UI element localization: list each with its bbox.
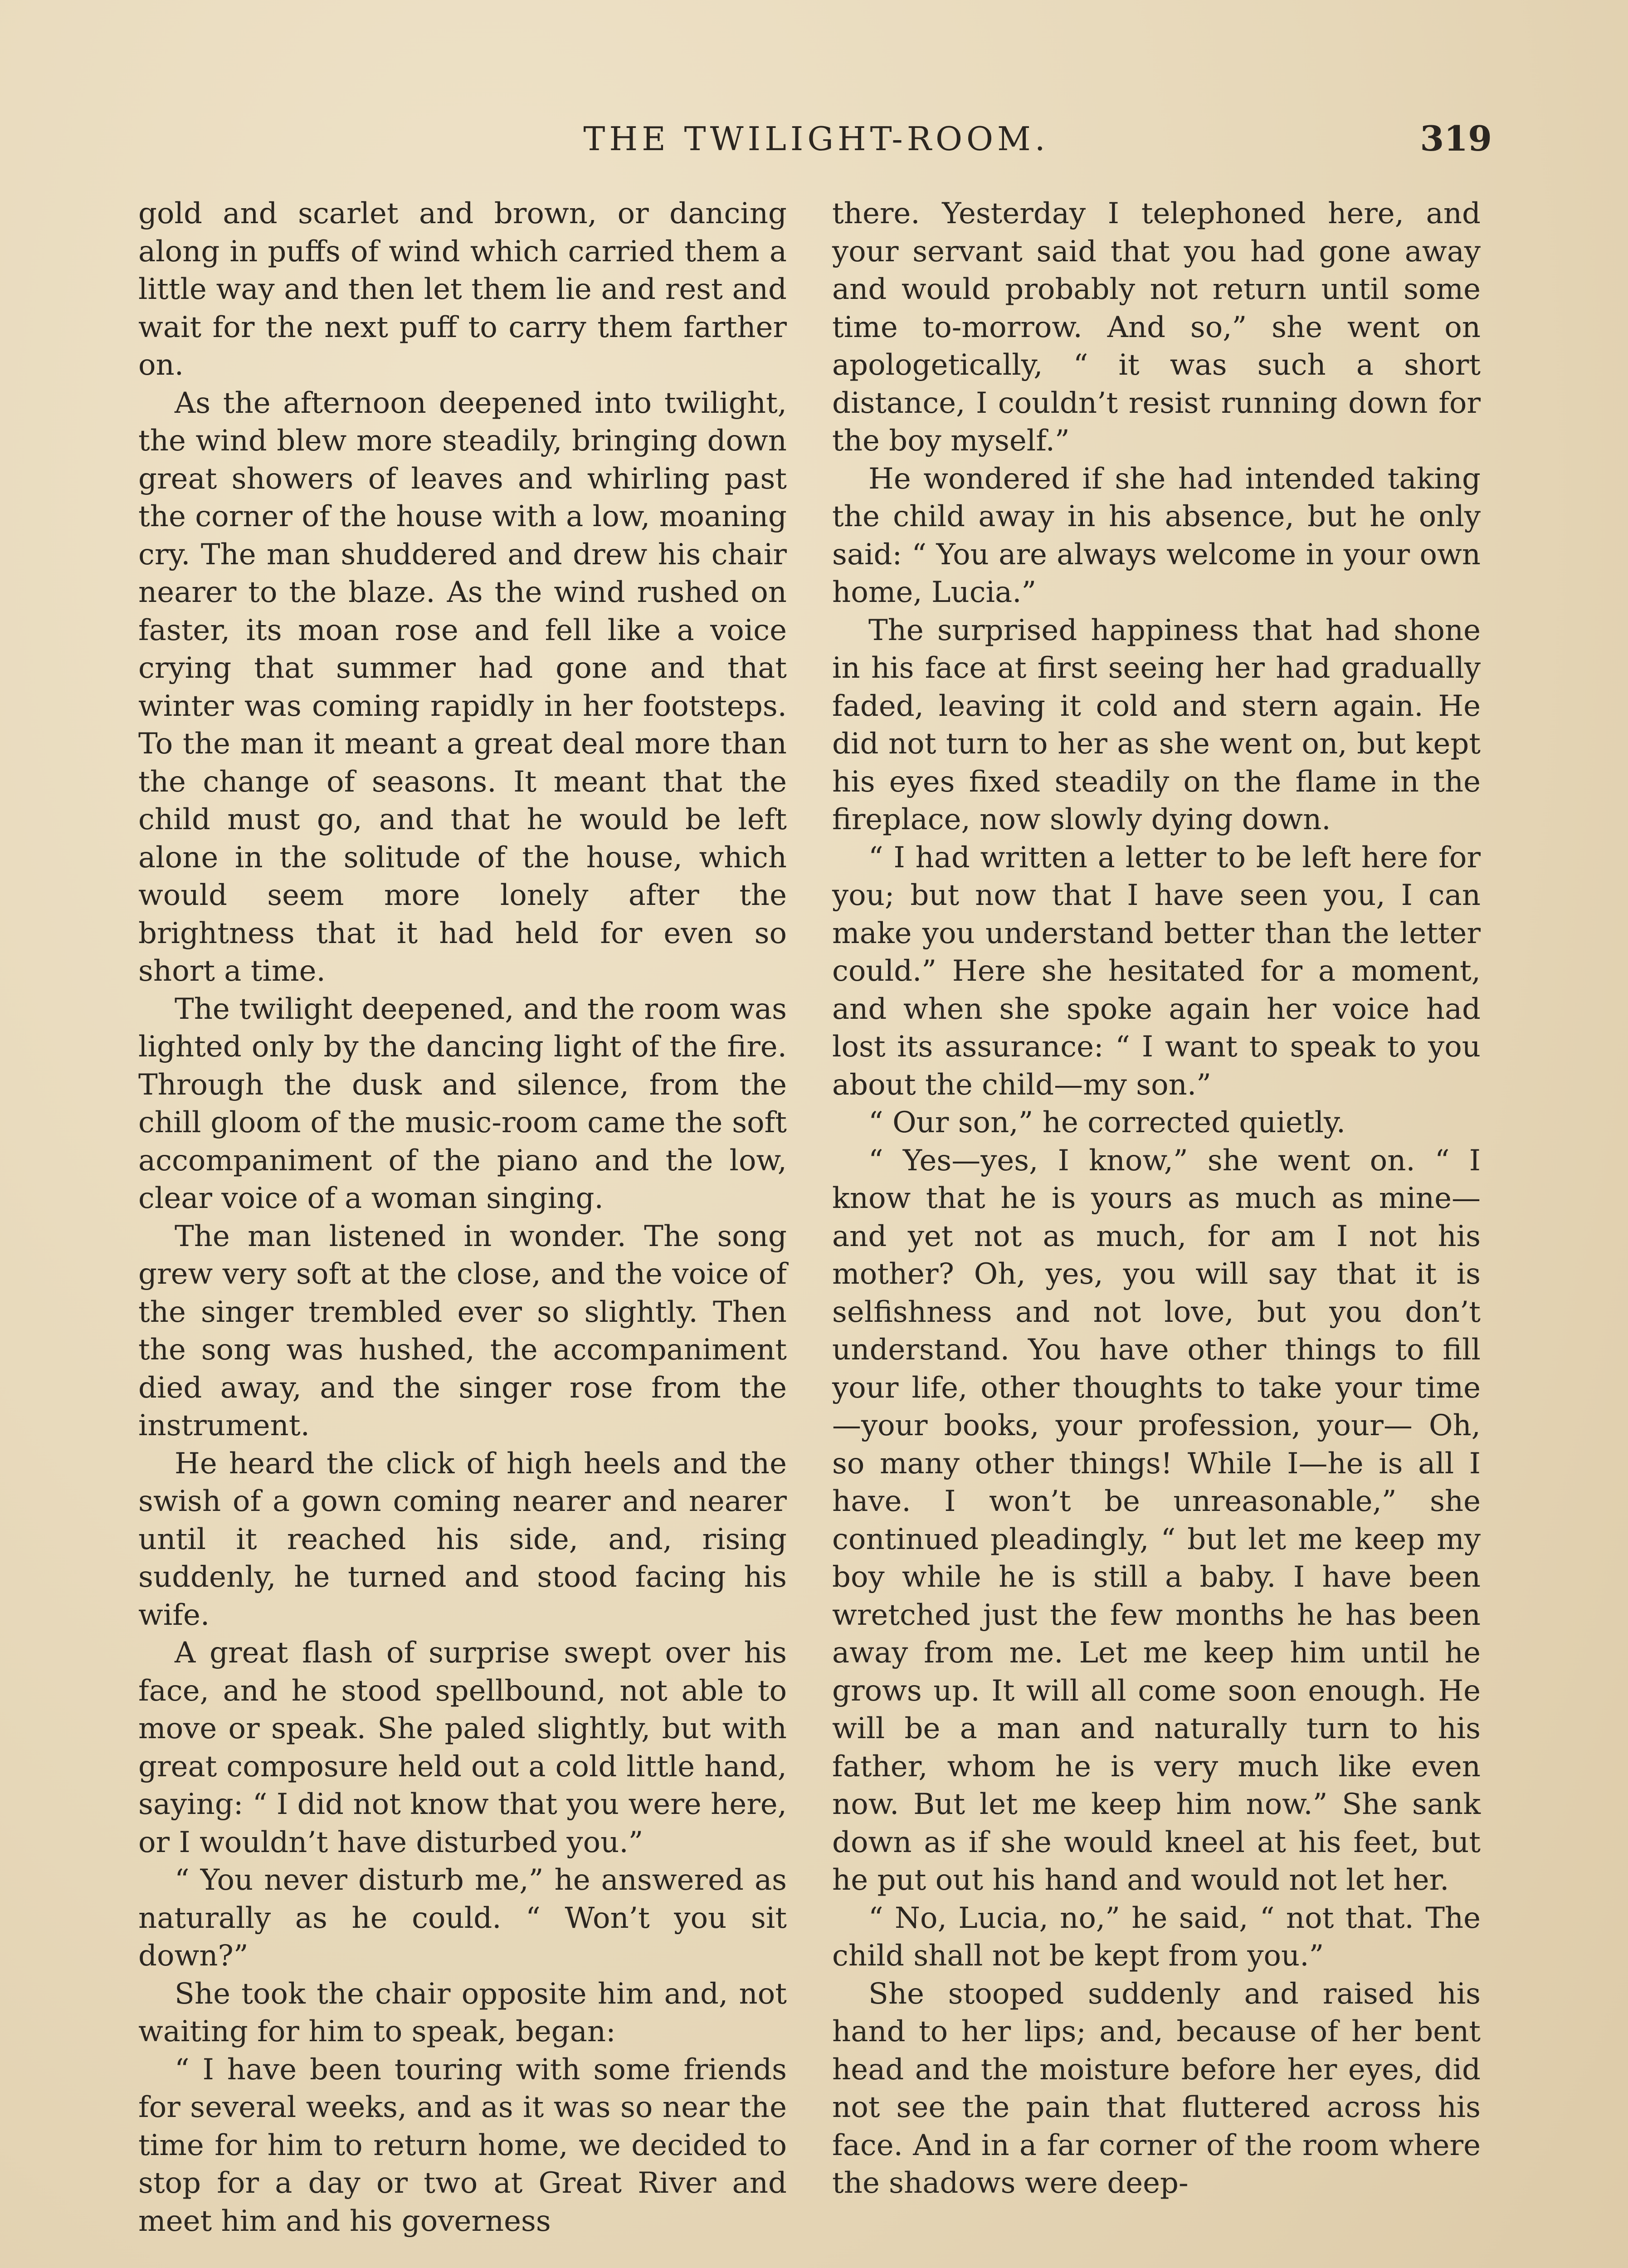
paragraph: “ I have been touring with some friends for several weeks, and as it was so near the time for him to return home, we decided to stop for a day or two at Great River and meet him and his governess	[138, 2053, 787, 2238]
paragraph: He wondered if she had intended taking the child away in his absence, but he only said: “ You are always welcome in your own home, Lucia.”	[832, 462, 1481, 609]
paragraph: “ You never disturb me,” he answered as naturally as he could. “ Won’t you sit down?”	[138, 1863, 787, 1973]
paragraph: A great flash of surprise swept over his face, and he stood spellbound, not able to move or speak. She paled slightly, but with great composure held out a cold little hand, saying: “ I did not know that you were here, or I wouldn’t have disturbed you.”	[138, 1636, 787, 1859]
page-header	[141, 112, 1492, 166]
paragraph: The surprised happiness that had shone in his face at first seeing her had gradually faded, leaving it cold and stern again. He did not turn to her as she went on, but kept his eyes fixed steadily on the flame in the fireplace, now slowly dying down.	[832, 613, 1481, 836]
paragraph: He heard the click of high heels and the swish of a gown coming nearer and nearer until it reached his side, and, rising suddenly, he turned and stood facing his wife.	[138, 1447, 787, 1632]
paragraph: She stooped suddenly and raised his hand to her lips; and, because of her bent head and the moisture before her eyes, did not see the pain that fluttered across his face. And in a far corner of the room where the shadows were deep-	[832, 1977, 1481, 2200]
paragraph: “ I had written a letter to be left here for you; but now that I have seen you, I can make you understand better than the letter could.” Here she hesitated for a moment, and when she spoke again her voice had lost its assurance: “ I want to speak to you about the child—my son.”	[832, 841, 1481, 1102]
paragraph: “ Yes—yes, I know,” she went on. “ I know that he is yours as much as mine—and yet not as much, for am I not his mother? Oh, yes, you will say that it is selfishness and not love, but you don’t understand. You have other things to fill your life, other thoughts to take your time—your books, your profession, your— Oh, so many other things! While I—he is all I have. I won’t be unreasonable,” she continued pleadingly, “ but let me keep my boy while he is still a baby. I have been wretched just the few months he has been away from me. Let me keep him until he grows up. It will all come soon enough. He will be a man and naturally turn to his father, whom he is very much like even now. But let me keep him now.” She sank down as if she would kneel at his feet, but he put out his hand and would not let her.	[832, 1144, 1481, 1897]
paragraph: The twilight deepened, and the room was lighted only by the dancing light of the fire. Through the dusk and silence, from the chill gloom of the music-room came the soft accompaniment of the piano and the low, clear voice of a woman singing.	[138, 992, 787, 1215]
page-number: 319	[1420, 118, 1492, 159]
right-column	[832, 195, 1481, 2203]
paragraph: there. Yesterday I telephoned here, and your servant said that you had gone away and would probably not return until some time to-morrow. And so,” she went on apologetically, “ it was such a short distance, I couldn’t resist running down for the boy myself.”	[832, 197, 1481, 458]
running-title: THE TWILIGHT-ROOM.	[583, 120, 1049, 158]
paragraph: She took the chair opposite him and, not waiting for him to speak, began:	[138, 1977, 787, 2048]
paragraph: “ Our son,” he corrected quietly.	[868, 1106, 1346, 1139]
paragraph: As the afternoon deepened into twilight, the wind blew more steadily, bringing down great showers of leaves and whirling past the corner of the house with a low, moaning cry. The man shuddered and drew his chair nearer to the blaze. As the wind rushed on faster, its moan rose and fell like a voice crying that summer had gone and that winter was coming rapidly in her footsteps. To the man it meant a great deal more than the change of seasons. It meant that the child must go, and that he would be left alone in the solitude of the house, which would seem more lonely after the brightness that it had held for even so short a time.	[138, 386, 787, 988]
left-column	[138, 195, 787, 2240]
paragraph: gold and scarlet and brown, or dancing along in puffs of wind which carried them a little way and then let them lie and rest and wait for the next puff to carry them farther on.	[138, 197, 787, 382]
paragraph: “ No, Lucia, no,” he said, “ not that. The child shall not be kept from you.”	[832, 1901, 1481, 1973]
paragraph: The man listened in wonder. The song grew very soft at the close, and the voice of the singer trembled ever so slightly. Then the song was hushed, the accompaniment died away, and the singer rose from the instrument.	[138, 1219, 787, 1442]
